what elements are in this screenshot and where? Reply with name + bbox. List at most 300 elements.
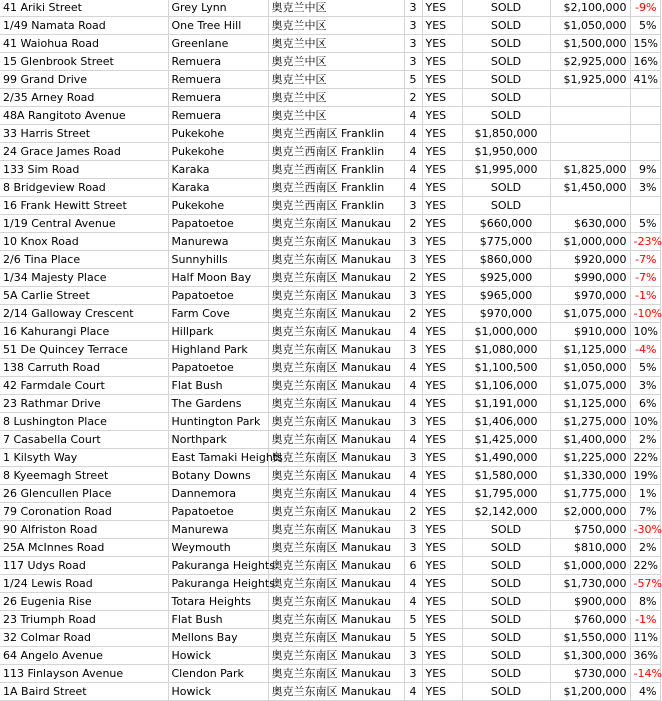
sold-cell[interactable]: $1,425,000 [462, 431, 550, 449]
flag-cell[interactable]: YES [422, 575, 462, 593]
address-cell[interactable]: 1A Baird Street [0, 683, 168, 701]
bedrooms-cell[interactable]: 2 [404, 503, 422, 521]
previous-price-cell[interactable]: $1,225,000 [550, 449, 630, 467]
previous-price-cell[interactable]: $1,400,000 [550, 431, 630, 449]
sold-cell[interactable]: $1,100,500 [462, 359, 550, 377]
previous-price-cell[interactable]: $2,925,000 [550, 53, 630, 71]
flag-cell[interactable]: YES [422, 161, 462, 179]
bedrooms-cell[interactable]: 3 [404, 647, 422, 665]
suburb-cell[interactable]: The Gardens [168, 395, 268, 413]
suburb-cell[interactable]: Papatoetoe [168, 287, 268, 305]
suburb-cell[interactable]: Manurewa [168, 233, 268, 251]
suburb-cell[interactable]: Farm Cove [168, 305, 268, 323]
change-cell[interactable]: 22% [630, 557, 660, 575]
region-cell[interactable]: 奥克兰西南区 Franklin [268, 143, 404, 161]
address-cell[interactable]: 16 Kahurangi Place [0, 323, 168, 341]
sold-cell[interactable]: SOLD [462, 107, 550, 125]
address-cell[interactable]: 23 Triumph Road [0, 611, 168, 629]
change-cell[interactable]: 41% [630, 71, 660, 89]
sold-cell[interactable]: $2,142,000 [462, 503, 550, 521]
previous-price-cell[interactable]: $760,000 [550, 611, 630, 629]
address-cell[interactable]: 41 Waiohua Road [0, 35, 168, 53]
region-cell[interactable]: 奥克兰东南区 Manukau [268, 593, 404, 611]
change-cell[interactable]: 10% [630, 323, 660, 341]
bedrooms-cell[interactable]: 5 [404, 611, 422, 629]
sold-cell[interactable]: $925,000 [462, 269, 550, 287]
suburb-cell[interactable]: Botany Downs [168, 467, 268, 485]
address-cell[interactable]: 1/34 Majesty Place [0, 269, 168, 287]
sold-cell[interactable]: SOLD [462, 197, 550, 215]
address-cell[interactable]: 7 Casabella Court [0, 431, 168, 449]
flag-cell[interactable]: YES [422, 485, 462, 503]
region-cell[interactable]: 奥克兰东南区 Manukau [268, 449, 404, 467]
suburb-cell[interactable]: Huntington Park [168, 413, 268, 431]
previous-price-cell[interactable] [550, 125, 630, 143]
flag-cell[interactable]: YES [422, 395, 462, 413]
sold-cell[interactable]: SOLD [462, 17, 550, 35]
region-cell[interactable]: 奥克兰西南区 Franklin [268, 179, 404, 197]
suburb-cell[interactable]: Howick [168, 647, 268, 665]
bedrooms-cell[interactable]: 3 [404, 341, 422, 359]
suburb-cell[interactable]: East Tamaki Heights [168, 449, 268, 467]
suburb-cell[interactable]: Manurewa [168, 521, 268, 539]
address-cell[interactable]: 16 Frank Hewitt Street [0, 197, 168, 215]
previous-price-cell[interactable]: $1,200,000 [550, 683, 630, 701]
change-cell[interactable]: -14% [630, 665, 660, 683]
sold-cell[interactable]: $1,106,000 [462, 377, 550, 395]
sold-cell[interactable]: SOLD [462, 683, 550, 701]
flag-cell[interactable]: YES [422, 629, 462, 647]
region-cell[interactable]: 奥克兰东南区 Manukau [268, 611, 404, 629]
bedrooms-cell[interactable]: 3 [404, 233, 422, 251]
sold-cell[interactable]: SOLD [462, 647, 550, 665]
flag-cell[interactable]: YES [422, 0, 462, 17]
change-cell[interactable]: 1% [630, 485, 660, 503]
change-cell[interactable]: 2% [630, 539, 660, 557]
bedrooms-cell[interactable]: 3 [404, 665, 422, 683]
change-cell[interactable]: 3% [630, 179, 660, 197]
flag-cell[interactable]: YES [422, 611, 462, 629]
bedrooms-cell[interactable]: 2 [404, 269, 422, 287]
flag-cell[interactable]: YES [422, 413, 462, 431]
previous-price-cell[interactable]: $1,450,000 [550, 179, 630, 197]
change-cell[interactable]: 7% [630, 503, 660, 521]
address-cell[interactable]: 8 Bridgeview Road [0, 179, 168, 197]
previous-price-cell[interactable] [550, 197, 630, 215]
flag-cell[interactable]: YES [422, 287, 462, 305]
suburb-cell[interactable]: Karaka [168, 161, 268, 179]
change-cell[interactable]: 9% [630, 161, 660, 179]
change-cell[interactable]: -1% [630, 287, 660, 305]
change-cell[interactable]: -30% [630, 521, 660, 539]
flag-cell[interactable]: YES [422, 197, 462, 215]
suburb-cell[interactable]: Flat Bush [168, 611, 268, 629]
address-cell[interactable]: 48A Rangitoto Avenue [0, 107, 168, 125]
change-cell[interactable] [630, 107, 660, 125]
sold-cell[interactable]: $1,080,000 [462, 341, 550, 359]
bedrooms-cell[interactable]: 4 [404, 179, 422, 197]
address-cell[interactable]: 113 Finlayson Avenue [0, 665, 168, 683]
bedrooms-cell[interactable]: 3 [404, 449, 422, 467]
previous-price-cell[interactable]: $810,000 [550, 539, 630, 557]
flag-cell[interactable]: YES [422, 125, 462, 143]
change-cell[interactable]: -57% [630, 575, 660, 593]
bedrooms-cell[interactable]: 2 [404, 305, 422, 323]
address-cell[interactable]: 26 Glencullen Place [0, 485, 168, 503]
address-cell[interactable]: 64 Angelo Avenue [0, 647, 168, 665]
change-cell[interactable]: 11% [630, 629, 660, 647]
address-cell[interactable]: 10 Knox Road [0, 233, 168, 251]
flag-cell[interactable]: YES [422, 233, 462, 251]
region-cell[interactable]: 奥克兰东南区 Manukau [268, 251, 404, 269]
address-cell[interactable]: 1/24 Lewis Road [0, 575, 168, 593]
region-cell[interactable]: 奥克兰东南区 Manukau [268, 521, 404, 539]
address-cell[interactable]: 2/35 Arney Road [0, 89, 168, 107]
suburb-cell[interactable]: Papatoetoe [168, 503, 268, 521]
bedrooms-cell[interactable]: 4 [404, 575, 422, 593]
flag-cell[interactable]: YES [422, 341, 462, 359]
bedrooms-cell[interactable]: 3 [404, 17, 422, 35]
previous-price-cell[interactable]: $1,125,000 [550, 395, 630, 413]
sold-cell[interactable]: SOLD [462, 0, 550, 17]
address-cell[interactable]: 8 Lushington Place [0, 413, 168, 431]
change-cell[interactable]: 15% [630, 35, 660, 53]
previous-price-cell[interactable]: $2,000,000 [550, 503, 630, 521]
region-cell[interactable]: 奥克兰西南区 Franklin [268, 161, 404, 179]
flag-cell[interactable]: YES [422, 251, 462, 269]
region-cell[interactable]: 奥克兰东南区 Manukau [268, 647, 404, 665]
change-cell[interactable]: 5% [630, 215, 660, 233]
region-cell[interactable]: 奥克兰中区 [268, 89, 404, 107]
region-cell[interactable]: 奥克兰中区 [268, 107, 404, 125]
suburb-cell[interactable]: Highland Park [168, 341, 268, 359]
bedrooms-cell[interactable]: 4 [404, 593, 422, 611]
bedrooms-cell[interactable]: 4 [404, 683, 422, 701]
bedrooms-cell[interactable]: 4 [404, 467, 422, 485]
previous-price-cell[interactable]: $1,275,000 [550, 413, 630, 431]
flag-cell[interactable]: YES [422, 431, 462, 449]
flag-cell[interactable]: YES [422, 215, 462, 233]
address-cell[interactable]: 15 Glenbrook Street [0, 53, 168, 71]
address-cell[interactable]: 90 Alfriston Road [0, 521, 168, 539]
region-cell[interactable]: 奥克兰东南区 Manukau [268, 665, 404, 683]
address-cell[interactable]: 138 Carruth Road [0, 359, 168, 377]
address-cell[interactable]: 133 Sim Road [0, 161, 168, 179]
suburb-cell[interactable]: Northpark [168, 431, 268, 449]
region-cell[interactable]: 奥克兰东南区 Manukau [268, 341, 404, 359]
change-cell[interactable]: -9% [630, 0, 660, 17]
flag-cell[interactable]: YES [422, 377, 462, 395]
sold-cell[interactable]: $775,000 [462, 233, 550, 251]
previous-price-cell[interactable]: $1,000,000 [550, 233, 630, 251]
change-cell[interactable] [630, 125, 660, 143]
previous-price-cell[interactable]: $900,000 [550, 593, 630, 611]
change-cell[interactable]: 10% [630, 413, 660, 431]
address-cell[interactable]: 2/6 Tina Place [0, 251, 168, 269]
bedrooms-cell[interactable]: 2 [404, 89, 422, 107]
flag-cell[interactable]: YES [422, 107, 462, 125]
bedrooms-cell[interactable]: 3 [404, 413, 422, 431]
change-cell[interactable]: 22% [630, 449, 660, 467]
bedrooms-cell[interactable]: 4 [404, 143, 422, 161]
change-cell[interactable]: -1% [630, 611, 660, 629]
suburb-cell[interactable]: Pukekohe [168, 197, 268, 215]
previous-price-cell[interactable]: $1,550,000 [550, 629, 630, 647]
region-cell[interactable]: 奥克兰东南区 Manukau [268, 575, 404, 593]
sold-cell[interactable]: $1,000,000 [462, 323, 550, 341]
previous-price-cell[interactable]: $910,000 [550, 323, 630, 341]
suburb-cell[interactable]: Clendon Park [168, 665, 268, 683]
bedrooms-cell[interactable]: 3 [404, 251, 422, 269]
previous-price-cell[interactable] [550, 89, 630, 107]
address-cell[interactable]: 8 Kyeemagh Street [0, 467, 168, 485]
sold-cell[interactable]: $1,950,000 [462, 143, 550, 161]
region-cell[interactable]: 奥克兰西南区 Franklin [268, 125, 404, 143]
region-cell[interactable]: 奥克兰东南区 Manukau [268, 305, 404, 323]
address-cell[interactable]: 33 Harris Street [0, 125, 168, 143]
previous-price-cell[interactable]: $970,000 [550, 287, 630, 305]
region-cell[interactable]: 奥克兰东南区 Manukau [268, 413, 404, 431]
region-cell[interactable]: 奥克兰东南区 Manukau [268, 233, 404, 251]
flag-cell[interactable]: YES [422, 467, 462, 485]
region-cell[interactable]: 奥克兰中区 [268, 17, 404, 35]
bedrooms-cell[interactable]: 6 [404, 557, 422, 575]
suburb-cell[interactable]: Grey Lynn [168, 0, 268, 17]
region-cell[interactable]: 奥克兰东南区 Manukau [268, 629, 404, 647]
previous-price-cell[interactable]: $630,000 [550, 215, 630, 233]
sold-cell[interactable]: SOLD [462, 53, 550, 71]
suburb-cell[interactable]: One Tree Hill [168, 17, 268, 35]
sold-cell[interactable]: SOLD [462, 35, 550, 53]
change-cell[interactable]: 8% [630, 593, 660, 611]
address-cell[interactable]: 32 Colmar Road [0, 629, 168, 647]
suburb-cell[interactable]: Remuera [168, 71, 268, 89]
sold-cell[interactable]: $660,000 [462, 215, 550, 233]
previous-price-cell[interactable]: $1,775,000 [550, 485, 630, 503]
change-cell[interactable]: 2% [630, 431, 660, 449]
bedrooms-cell[interactable]: 4 [404, 377, 422, 395]
bedrooms-cell[interactable]: 5 [404, 629, 422, 647]
flag-cell[interactable]: YES [422, 179, 462, 197]
bedrooms-cell[interactable]: 4 [404, 359, 422, 377]
sold-cell[interactable]: $860,000 [462, 251, 550, 269]
previous-price-cell[interactable]: $1,730,000 [550, 575, 630, 593]
bedrooms-cell[interactable]: 5 [404, 71, 422, 89]
address-cell[interactable]: 1 Kilsyth Way [0, 449, 168, 467]
sold-cell[interactable]: SOLD [462, 665, 550, 683]
previous-price-cell[interactable]: $1,000,000 [550, 557, 630, 575]
flag-cell[interactable]: YES [422, 71, 462, 89]
suburb-cell[interactable]: Totara Heights [168, 593, 268, 611]
sold-cell[interactable]: SOLD [462, 629, 550, 647]
previous-price-cell[interactable]: $920,000 [550, 251, 630, 269]
suburb-cell[interactable]: Papatoetoe [168, 215, 268, 233]
bedrooms-cell[interactable]: 3 [404, 287, 422, 305]
region-cell[interactable]: 奥克兰东南区 Manukau [268, 431, 404, 449]
suburb-cell[interactable]: Mellons Bay [168, 629, 268, 647]
change-cell[interactable] [630, 89, 660, 107]
suburb-cell[interactable]: Remuera [168, 53, 268, 71]
address-cell[interactable]: 24 Grace James Road [0, 143, 168, 161]
address-cell[interactable]: 99 Grand Drive [0, 71, 168, 89]
region-cell[interactable]: 奥克兰西南区 Franklin [268, 197, 404, 215]
suburb-cell[interactable]: Dannemora [168, 485, 268, 503]
region-cell[interactable]: 奥克兰东南区 Manukau [268, 539, 404, 557]
sold-cell[interactable]: $965,000 [462, 287, 550, 305]
flag-cell[interactable]: YES [422, 323, 462, 341]
region-cell[interactable]: 奥克兰东南区 Manukau [268, 557, 404, 575]
region-cell[interactable]: 奥克兰东南区 Manukau [268, 359, 404, 377]
change-cell[interactable]: 19% [630, 467, 660, 485]
address-cell[interactable]: 79 Coronation Road [0, 503, 168, 521]
flag-cell[interactable]: YES [422, 521, 462, 539]
suburb-cell[interactable]: Karaka [168, 179, 268, 197]
region-cell[interactable]: 奥克兰中区 [268, 71, 404, 89]
previous-price-cell[interactable]: $1,050,000 [550, 17, 630, 35]
flag-cell[interactable]: YES [422, 683, 462, 701]
flag-cell[interactable]: YES [422, 269, 462, 287]
flag-cell[interactable]: YES [422, 449, 462, 467]
change-cell[interactable]: -7% [630, 269, 660, 287]
sold-cell[interactable]: SOLD [462, 71, 550, 89]
change-cell[interactable]: -4% [630, 341, 660, 359]
previous-price-cell[interactable]: $1,050,000 [550, 359, 630, 377]
suburb-cell[interactable]: Hillpark [168, 323, 268, 341]
previous-price-cell[interactable]: $2,100,000 [550, 0, 630, 17]
change-cell[interactable] [630, 143, 660, 161]
change-cell[interactable]: 5% [630, 17, 660, 35]
bedrooms-cell[interactable]: 4 [404, 125, 422, 143]
flag-cell[interactable]: YES [422, 665, 462, 683]
address-cell[interactable]: 25A McInnes Road [0, 539, 168, 557]
previous-price-cell[interactable] [550, 143, 630, 161]
sold-cell[interactable]: $1,191,000 [462, 395, 550, 413]
region-cell[interactable]: 奥克兰中区 [268, 0, 404, 17]
sold-cell[interactable]: SOLD [462, 539, 550, 557]
address-cell[interactable]: 117 Udys Road [0, 557, 168, 575]
sold-cell[interactable]: SOLD [462, 557, 550, 575]
suburb-cell[interactable]: Remuera [168, 107, 268, 125]
flag-cell[interactable]: YES [422, 17, 462, 35]
change-cell[interactable]: -10% [630, 305, 660, 323]
region-cell[interactable]: 奥克兰东南区 Manukau [268, 287, 404, 305]
address-cell[interactable]: 5A Carlie Street [0, 287, 168, 305]
change-cell[interactable]: -7% [630, 251, 660, 269]
suburb-cell[interactable]: Howick [168, 683, 268, 701]
suburb-cell[interactable]: Weymouth [168, 539, 268, 557]
region-cell[interactable]: 奥克兰东南区 Manukau [268, 323, 404, 341]
address-cell[interactable]: 23 Rathmar Drive [0, 395, 168, 413]
flag-cell[interactable]: YES [422, 539, 462, 557]
sold-cell[interactable]: $1,795,000 [462, 485, 550, 503]
sold-cell[interactable]: SOLD [462, 521, 550, 539]
bedrooms-cell[interactable]: 2 [404, 215, 422, 233]
change-cell[interactable] [630, 197, 660, 215]
bedrooms-cell[interactable]: 3 [404, 35, 422, 53]
flag-cell[interactable]: YES [422, 53, 462, 71]
change-cell[interactable]: 16% [630, 53, 660, 71]
suburb-cell[interactable]: Pakuranga Heights [168, 557, 268, 575]
region-cell[interactable]: 奥克兰东南区 Manukau [268, 485, 404, 503]
bedrooms-cell[interactable]: 3 [404, 197, 422, 215]
flag-cell[interactable]: YES [422, 503, 462, 521]
suburb-cell[interactable]: Sunnyhills [168, 251, 268, 269]
region-cell[interactable]: 奥克兰东南区 Manukau [268, 215, 404, 233]
address-cell[interactable]: 42 Farmdale Court [0, 377, 168, 395]
change-cell[interactable]: 6% [630, 395, 660, 413]
suburb-cell[interactable]: Half Moon Bay [168, 269, 268, 287]
previous-price-cell[interactable]: $1,500,000 [550, 35, 630, 53]
previous-price-cell[interactable]: $1,300,000 [550, 647, 630, 665]
flag-cell[interactable]: YES [422, 557, 462, 575]
bedrooms-cell[interactable]: 3 [404, 539, 422, 557]
previous-price-cell[interactable]: $1,825,000 [550, 161, 630, 179]
flag-cell[interactable]: YES [422, 593, 462, 611]
change-cell[interactable]: -23% [630, 233, 660, 251]
suburb-cell[interactable]: Greenlane [168, 35, 268, 53]
bedrooms-cell[interactable]: 3 [404, 521, 422, 539]
change-cell[interactable]: 4% [630, 683, 660, 701]
bedrooms-cell[interactable]: 4 [404, 485, 422, 503]
sold-cell[interactable]: SOLD [462, 593, 550, 611]
suburb-cell[interactable]: Papatoetoe [168, 359, 268, 377]
previous-price-cell[interactable]: $1,075,000 [550, 377, 630, 395]
flag-cell[interactable]: YES [422, 35, 462, 53]
address-cell[interactable]: 41 Ariki Street [0, 0, 168, 17]
sold-cell[interactable]: $1,995,000 [462, 161, 550, 179]
region-cell[interactable]: 奥克兰东南区 Manukau [268, 503, 404, 521]
sold-cell[interactable]: SOLD [462, 575, 550, 593]
previous-price-cell[interactable]: $990,000 [550, 269, 630, 287]
address-cell[interactable]: 2/14 Galloway Crescent [0, 305, 168, 323]
bedrooms-cell[interactable]: 4 [404, 323, 422, 341]
suburb-cell[interactable]: Pukekohe [168, 143, 268, 161]
previous-price-cell[interactable]: $1,075,000 [550, 305, 630, 323]
suburb-cell[interactable]: Remuera [168, 89, 268, 107]
sold-cell[interactable]: $1,580,000 [462, 467, 550, 485]
change-cell[interactable]: 36% [630, 647, 660, 665]
previous-price-cell[interactable]: $1,125,000 [550, 341, 630, 359]
change-cell[interactable]: 3% [630, 377, 660, 395]
region-cell[interactable]: 奥克兰东南区 Manukau [268, 467, 404, 485]
address-cell[interactable]: 1/49 Namata Road [0, 17, 168, 35]
region-cell[interactable]: 奥克兰中区 [268, 53, 404, 71]
previous-price-cell[interactable] [550, 107, 630, 125]
sold-cell[interactable]: SOLD [462, 179, 550, 197]
sold-cell[interactable]: SOLD [462, 611, 550, 629]
suburb-cell[interactable]: Pakuranga Heights [168, 575, 268, 593]
bedrooms-cell[interactable]: 3 [404, 0, 422, 17]
region-cell[interactable]: 奥克兰中区 [268, 35, 404, 53]
sold-cell[interactable]: SOLD [462, 89, 550, 107]
region-cell[interactable]: 奥克兰东南区 Manukau [268, 377, 404, 395]
bedrooms-cell[interactable]: 4 [404, 107, 422, 125]
region-cell[interactable]: 奥克兰东南区 Manukau [268, 269, 404, 287]
address-cell[interactable]: 1/19 Central Avenue [0, 215, 168, 233]
address-cell[interactable]: 26 Eugenia Rise [0, 593, 168, 611]
flag-cell[interactable]: YES [422, 359, 462, 377]
previous-price-cell[interactable]: $730,000 [550, 665, 630, 683]
region-cell[interactable]: 奥克兰东南区 Manukau [268, 395, 404, 413]
sold-cell[interactable]: $1,406,000 [462, 413, 550, 431]
sold-cell[interactable]: $1,490,000 [462, 449, 550, 467]
flag-cell[interactable]: YES [422, 89, 462, 107]
address-cell[interactable]: 51 De Quincey Terrace [0, 341, 168, 359]
region-cell[interactable]: 奥克兰东南区 Manukau [268, 683, 404, 701]
previous-price-cell[interactable]: $1,330,000 [550, 467, 630, 485]
flag-cell[interactable]: YES [422, 305, 462, 323]
bedrooms-cell[interactable]: 4 [404, 395, 422, 413]
